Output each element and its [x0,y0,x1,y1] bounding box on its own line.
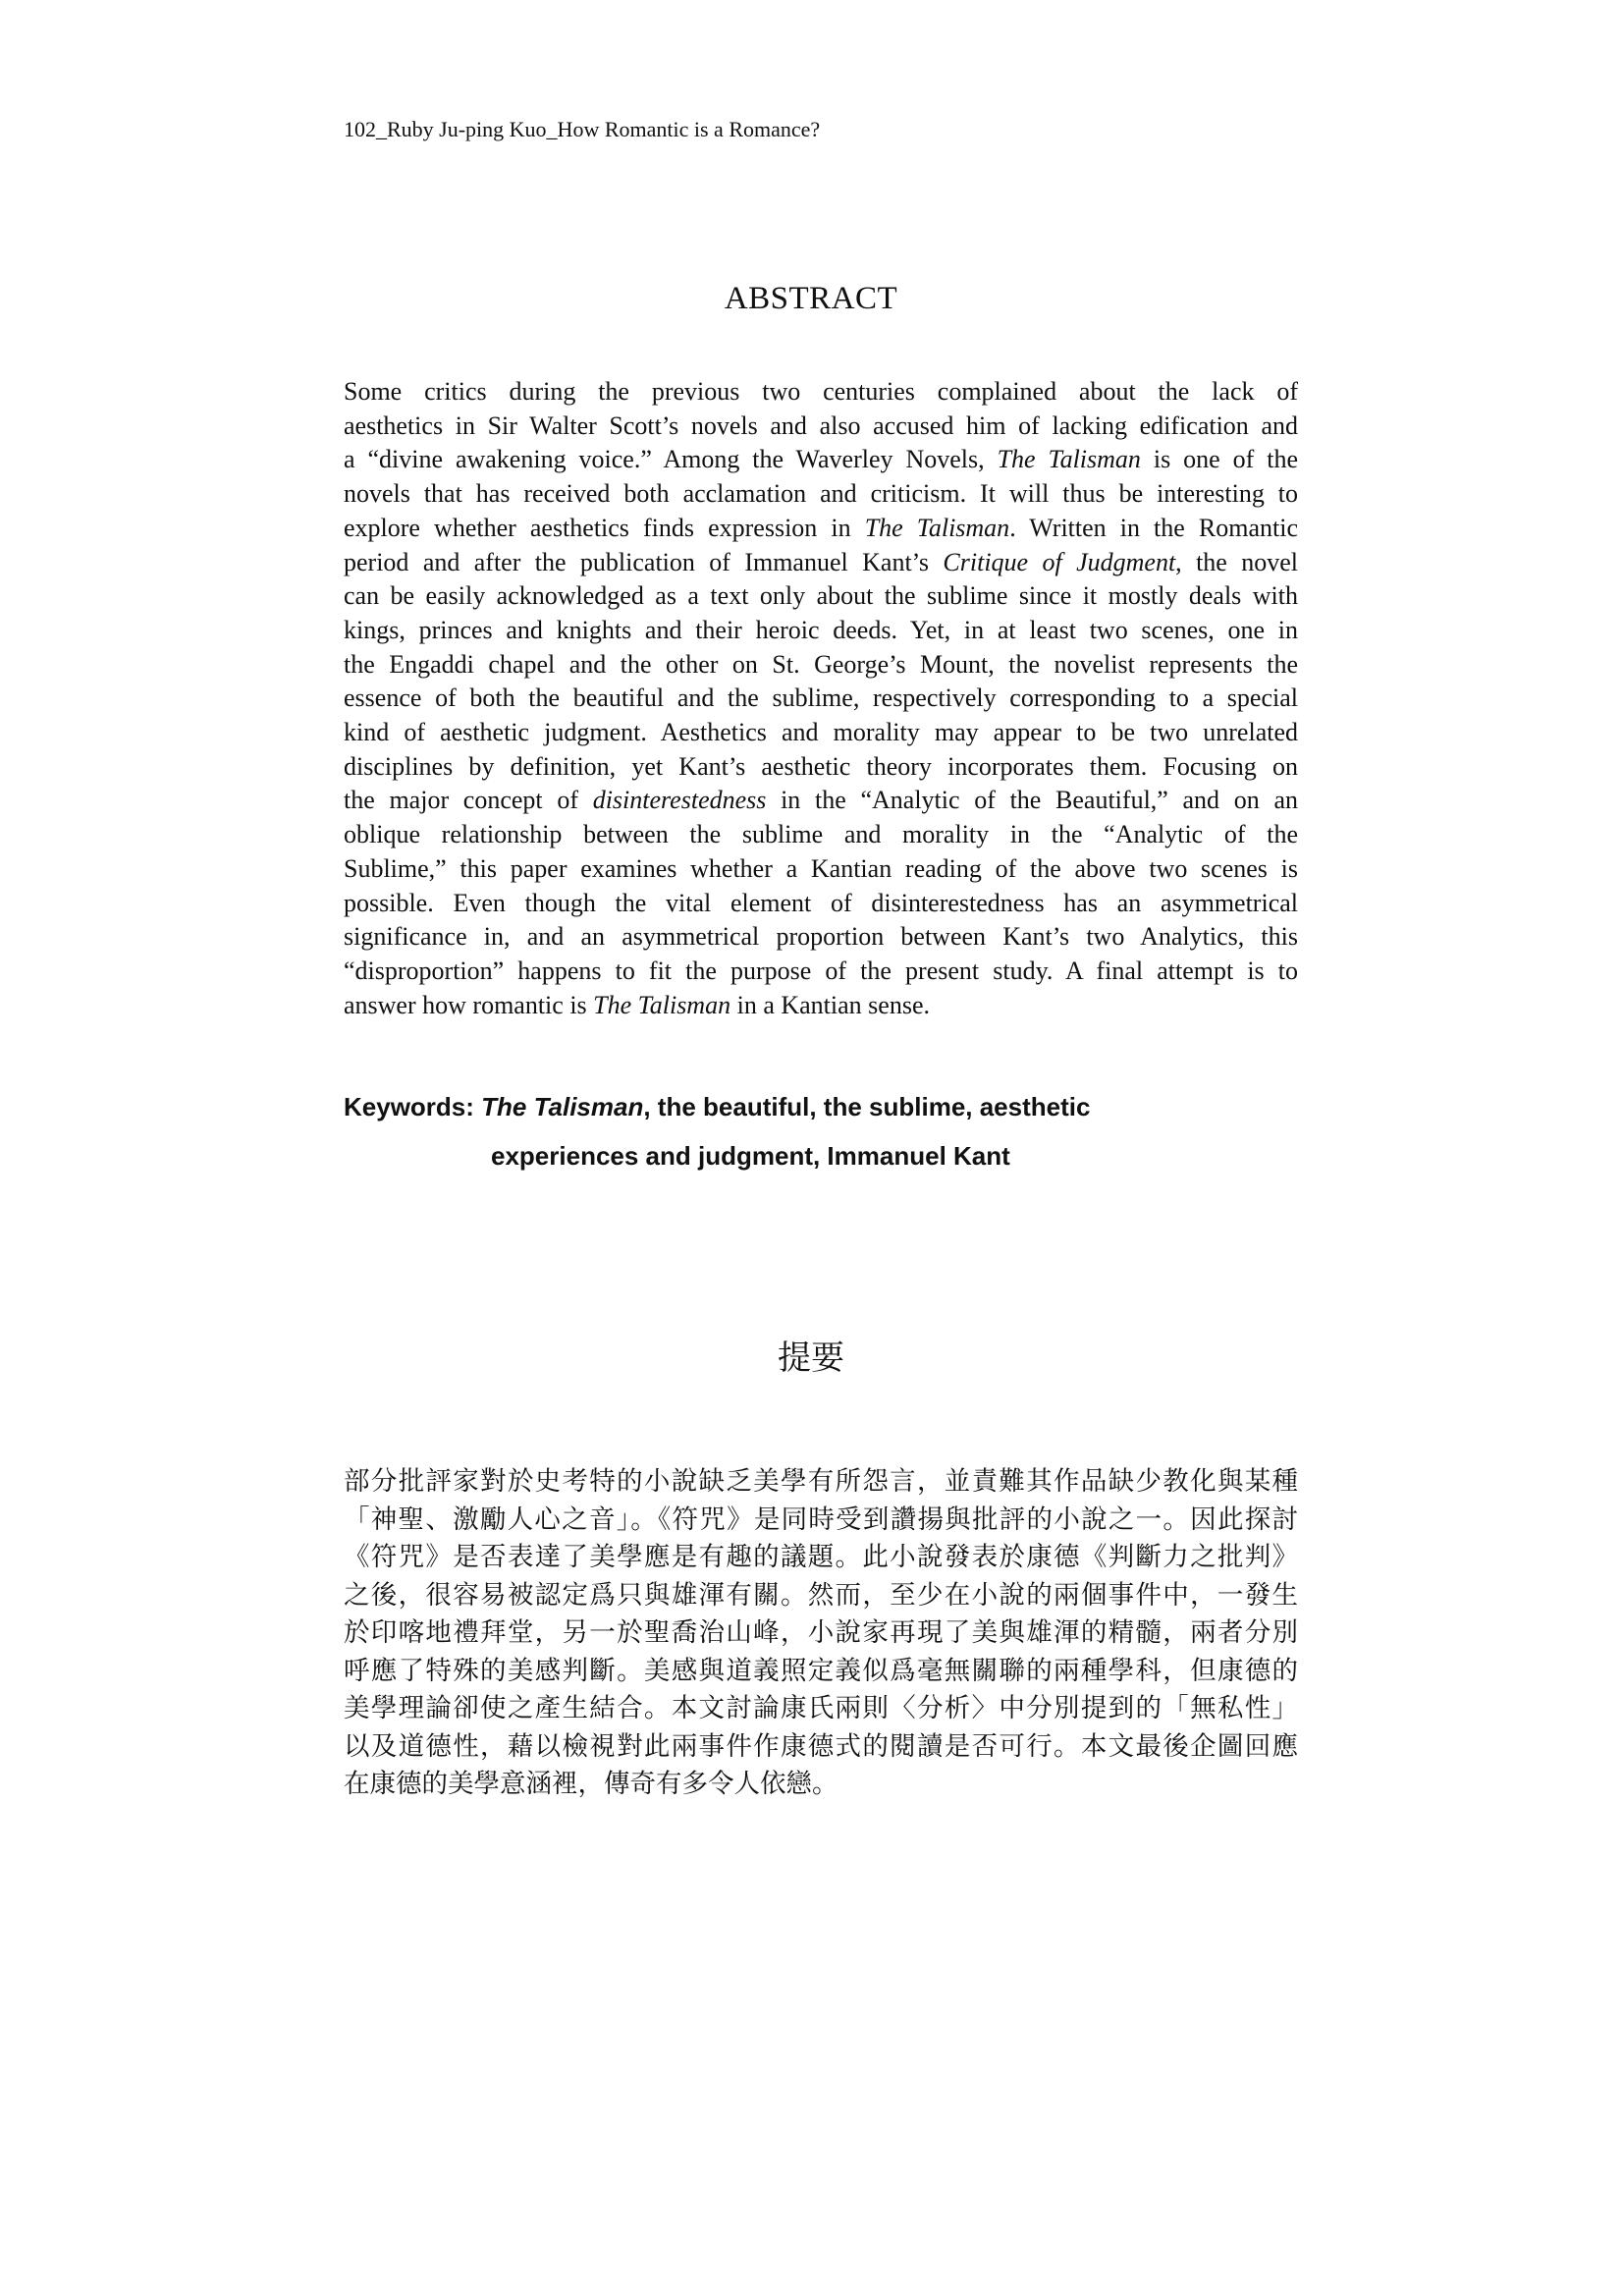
abstract-text: oblique relationship between the sublime and morality in the “Analytic of the [344,820,1298,849]
abstract-line [344,920,1298,955]
abstract-line [344,512,1298,546]
abstract-text: explore whether aesthetics finds expression in [344,513,865,542]
abstract-text: the Engaddi chapel and the other on St. George’s Mount, the novelist represents the [344,649,1298,679]
abstract-line [344,750,1298,785]
abstract-text: answer how romantic is [344,990,594,1019]
abstract-text: aesthetics in Sir Walter Scott’s novels and also accused him of lacking edification and [344,410,1298,440]
abstract-line [344,579,1298,614]
abstract-text: essence of both the beautiful and the sublime, respectively corresponding to a special [344,683,1298,713]
abstract-text: novels that has received both acclamation and criticism. It will thus be interesting to [344,479,1298,509]
abstract-text: in a Kantian sense. [730,990,930,1019]
abstract-line [344,375,1298,410]
running-head: 102_Ruby Ju-ping Kuo_How Romantic is a Romance? [344,117,821,141]
keywords-label: Keywords: [344,1092,482,1121]
abstract-italic-text: disinterestedness [592,786,767,815]
abstract-line [344,955,1298,989]
abstract-italic-text: The Talisman [593,990,731,1019]
abstract-line [344,818,1298,852]
abstract-line [344,682,1298,716]
abstract-line [344,443,1298,477]
chinese-abstract-line: 之後，很容易被認定爲只與雄渾有關。然而，至少在小說的兩個事件中，一發生 [344,1579,1298,1611]
abstract-line [344,614,1298,648]
chinese-abstract-line: 《符咒》是否表達了美學應是有趣的議題。此小說發表於康德《判斷力之批判》 [344,1542,1298,1572]
abstract-text: kings, princes and knights and their heroic deeds. Yet, in at least two scenes, one in [344,615,1298,644]
abstract-line [344,546,1298,580]
abstract-text: “disproportion” happens to fit the purpose of the present study. A final attempt is to [344,956,1298,985]
abstract-text: can be easily acknowledged as a text only about the sublime since it mostly deals with [344,581,1298,611]
abstract-text: Sublime,” this paper examines whether a Kantian reading of the above two scenes is [344,853,1298,883]
chinese-abstract-line: 部分批評家對於史考特的小說缺乏美學有所怨言，並責難其作品缺少教化與某種 [344,1466,1298,1497]
abstract-italic-text: Critique of Judgment [943,547,1176,576]
abstract-line [344,716,1298,750]
abstract-italic-text: The Talisman [864,513,1010,542]
abstract-body [344,375,1298,1022]
abstract-text: is one of the [1140,445,1298,474]
abstract-text: period and after the publication of Immanuel Kant’s [344,547,944,576]
abstract-text: a “divine awakening voice.” Among the Waverley Novels, [344,445,998,474]
chinese-abstract-line: 於印喀地禮拜堂，另一於聖喬治山峰，小說家再現了美與雄渾的精髓，兩者分別 [344,1617,1298,1648]
abstract-text: the major concept of [344,786,593,815]
keywords [344,1082,1090,1180]
keywords-line-2: experiences and judgment, Immanuel Kant [491,1141,1010,1171]
keywords-rest: , the beautiful, the sublime, aesthetic [643,1092,1091,1121]
abstract-title: ABSTRACT [724,281,898,316]
chinese-abstract-line: 美學理論卻使之產生結合。本文討論康氏兩則〈分析〉中分別提到的「無私性」 [344,1693,1298,1723]
chinese-abstract-line: 在康德的美學意涵裡，傳奇有多令人依戀。 [344,1769,838,1799]
abstract-line [344,410,1298,444]
chinese-abstract-line: 「神聖、激勵人心之音」。《符咒》是同時受到讚揚與批評的小說之一。因此探討 [344,1503,1298,1535]
abstract-text: disciplines by definition, yet Kant’s aesthetic theory incorporates them. Focusing on [344,751,1298,781]
abstract-text: , the novel [1175,547,1298,576]
abstract-text: Some critics during the previous two centuries complained about the lack of [344,377,1298,406]
keywords-title: The Talisman [481,1092,644,1121]
abstract-line [344,648,1298,683]
abstract-text: possible. Even though the vital element of disinterestedness has an asymmetrical [344,888,1298,917]
abstract-text: in the “Analytic of the Beautiful,” and on an [766,786,1298,815]
abstract-line [344,784,1298,818]
abstract-text: . Written in the Romantic [1009,513,1298,542]
chinese-abstract-body [344,1463,1298,1804]
abstract-text: significance in, and an asymmetrical proportion between Kant’s two Analytics, this [344,922,1298,952]
chinese-abstract-line: 以及道德性，藉以檢視對此兩事件作康德式的閱讀是否可行。本文最後企圖回應 [344,1730,1298,1762]
abstract-line [344,989,1298,1023]
abstract-line [344,852,1298,887]
chinese-abstract-line: 呼應了特殊的美感判斷。美感與道義照定義似爲毫無關聯的兩種學科，但康德的 [344,1655,1298,1686]
abstract-italic-text: The Talisman [997,445,1141,474]
abstract-text: kind of aesthetic judgment. Aesthetics and morality may appear to be two unrelated [344,718,1298,747]
chinese-abstract-title: 提要 [778,1339,844,1378]
abstract-line [344,887,1298,921]
abstract-line [344,477,1298,512]
